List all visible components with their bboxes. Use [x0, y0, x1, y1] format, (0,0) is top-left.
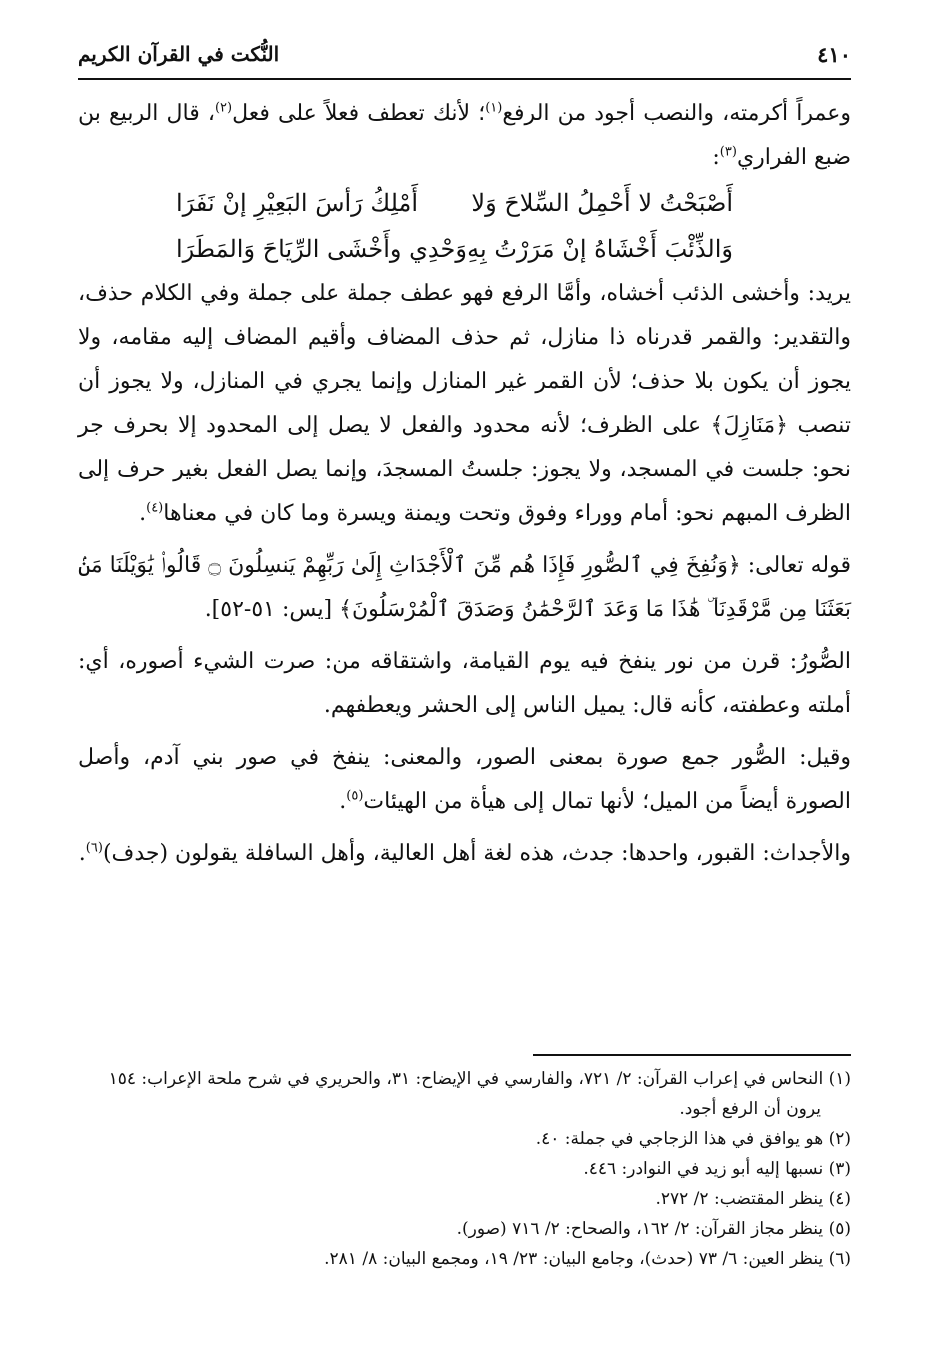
footnote-3: (٣) نسبها إليه أبو زيد في النوادر: ٤٤٦. [583, 1159, 851, 1179]
footnote-ref-4: (٤) [146, 500, 164, 516]
text-run: ، قال الربيع بن ضبع الفراري [78, 101, 851, 170]
page-number: ٤١٠ [817, 42, 851, 67]
spacer [78, 536, 851, 544]
text-run: : [712, 145, 720, 170]
footnote-4: (٤) ينظر المقتضب: ٢/ ٢٧٢. [655, 1189, 851, 1209]
verse-1-first-hemistich: أَصْبَحْتُ لا أَحْمِلُ السِّلاحَ وَلا [471, 189, 733, 217]
footnote-ref-5: (٥) [346, 788, 364, 804]
footnote-1: (١) النحاس في إعراب القرآن: ٢/ ٧٢١، والفارسي في الإيضاح: ٣١، والحريري في شرح ملحة الإعراب: ١٥٤ [108, 1069, 851, 1089]
paragraph-2 [78, 272, 851, 536]
text-run: وعمراً أكرمته، والنصب أجود من الرفع [502, 101, 851, 126]
text-run: . [339, 789, 347, 814]
footnote-6: (٦) ينظر العين: ٦/ ٧٣ (حدث)، وجامع البيان: ٢٣/ ١٩، ومجمع البيان: ٨/ ٢٨١. [324, 1249, 851, 1269]
text-run: وقيل: الصُّور جمع صورة بمعنى الصور، والمعنى: ينفخ في صور بني آدم، وأصل الصورة أيضاً من الميل؛ لأنها تمال إلى هيأة من الهيئات [78, 745, 851, 814]
running-title: النُّكت في القرآن الكريم [78, 42, 280, 66]
main-text [78, 92, 851, 876]
verse-2-second-hemistich: وَحْدِي وأَخْشَى الرِّيَاحَ وَالمَطَرَا [176, 235, 467, 263]
paragraph-5 [78, 736, 851, 824]
text-run: . [139, 501, 147, 526]
footnote-2: (٢) هو يوافق في هذا الزجاجي في جملة: ٤٠. [535, 1129, 851, 1149]
poem-verse-1 [78, 180, 851, 226]
verse-2-first-hemistich: وَالذِّئْبَ أَخْشَاهُ إنْ مَرَرْتُ بِهِ [467, 235, 733, 263]
paragraph-4: الصُّورُ: قرن من نور ينفخ فيه يوم القيامة، واشتقاقه من: صرت الشيء أصوره، أي: أملته وعطفته، كأنه قال: يميل الناس إلى الحشر ويعطفهم. [78, 649, 851, 718]
spacer [78, 728, 851, 736]
footnote-1-continued: يرون أن الرفع أجود. [679, 1099, 821, 1119]
paragraph-6 [78, 832, 851, 876]
text-run: . [78, 841, 86, 866]
footnote-divider [533, 1054, 851, 1056]
footnote-ref-2: (٢) [214, 100, 233, 116]
footnote-5: (٥) ينظر مجاز القرآن: ٢/ ١٦٢، والصحاح: ٢/ ٧١٦ (صور). [456, 1219, 851, 1239]
verse-1-second-hemistich: أَمْلِكُ رَأسَ البَعِيْرِ إنْ نَفَرَا [176, 189, 419, 217]
spacer [78, 632, 851, 640]
footnotes [78, 1064, 851, 1274]
text-run: والأجداث: القبور، واحدها: جدث، هذه لغة أهل العالية، وأهل السافلة يقولون (جدف) [102, 841, 851, 866]
paragraph-1 [78, 92, 851, 180]
paragraph-3-quran: قوله تعالى: ﴿وَنُفِخَ فِي ٱلصُّورِ فَإِذَا هُم مِّنَ ٱلْأَجْدَاثِ إِلَىٰ رَبِّهِمْ يَنسِلُونَ ۝ قَالُوا۟ يَٰوَيْلَنَا مَنۢ بَعَثَنَا مِن مَّرْقَدِنَا ۜ هَٰذَا مَا وَعَدَ ٱلرَّحْمَٰنُ وَصَدَقَ ٱلْمُرْسَلُونَ﴾ [يس: ٥١-٥٢]. [78, 553, 852, 622]
spacer [78, 824, 851, 832]
footnote-ref-1: (١) [485, 100, 503, 116]
poem-verse-2 [78, 226, 851, 272]
text-run: يريد: وأخشى الذئب أخشاه، وأمَّا الرفع فهو عطف جملة على جملة وفي الكلام حذف، والتقدير: والقمر قدرناه ذا منازل، ثم حذف المضاف وأقيم المضاف إليه مقامه، ولا يجوز أن يكون بلا حذف؛ لأن القمر غير المنازل وإنما يجري في المنازل، ولا يجوز أن تنصب ﴿مَنَازِلَ﴾ على الظرف؛ لأنه محدود والفعل لا يصل إلى المحدود إلا بحرف جر نحو: جلست في المسجد، ولا يجوز: جلستُ المسجدَ، وإنما يصل الفعل بغير حرف إلى الظرف المبهم نحو: أمام ووراء وفوق وتحت ويمنة ويسرة وما كان في معناها [78, 281, 851, 526]
footnote-ref-3: (٣) [719, 144, 737, 160]
page-header [78, 38, 851, 80]
text-run: ؛ لأنك تعطف فعلاً على فعل [232, 101, 486, 126]
footnote-ref-6: (٦) [85, 840, 103, 856]
